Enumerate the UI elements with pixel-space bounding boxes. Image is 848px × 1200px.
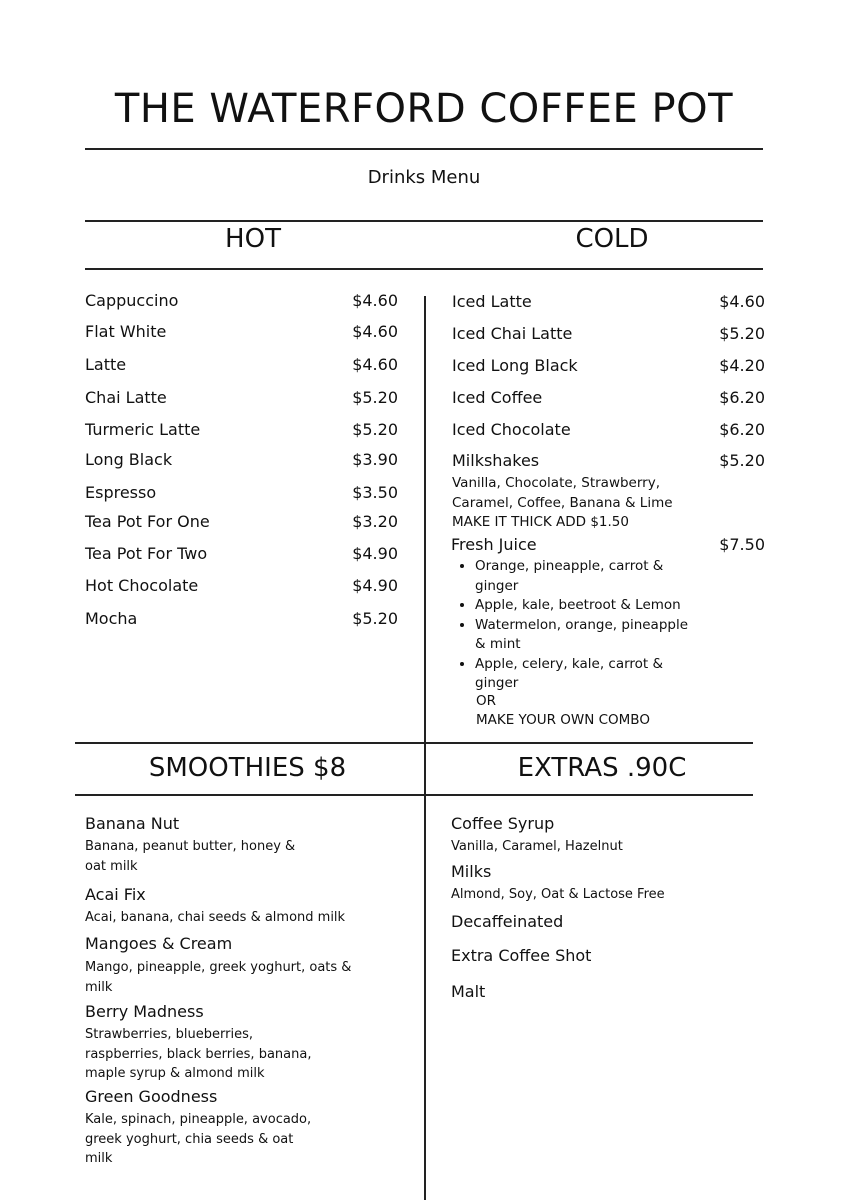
smoothie-desc <box>85 1025 311 1084</box>
juice-option-line: ginger <box>475 577 519 594</box>
juice-option <box>475 596 745 616</box>
column-divider-lower <box>424 744 426 1200</box>
hot-item-price: $5.20 <box>352 388 398 407</box>
juice-or: OR <box>476 693 497 709</box>
cold-heading: COLD <box>575 224 649 254</box>
cold-item-name: Iced Coffee <box>452 388 543 407</box>
milks-desc: Almond, Soy, Oat & Lactose Free <box>451 887 665 902</box>
milkshakes-name: Milkshakes <box>452 451 540 470</box>
hot-item-price: $3.90 <box>352 450 398 469</box>
hot-item-price: $4.60 <box>352 291 398 310</box>
malt-item: Malt <box>451 982 486 1001</box>
column-divider-upper <box>424 296 426 744</box>
juice-option-line: Watermelon, orange, pineapple <box>475 616 689 633</box>
hot-item-name: Cappuccino <box>85 291 179 310</box>
fresh-juice-price: $7.50 <box>719 535 765 554</box>
smoothie-desc-line: Acai, banana, chai seeds & almond milk <box>85 910 346 925</box>
menu-subtitle: Drinks Menu <box>367 167 481 188</box>
lower-bottom-divider <box>75 794 753 796</box>
juice-own-combo: MAKE YOUR OWN COMBO <box>476 712 650 728</box>
smoothie-desc-line: Mango, pineapple, greek yoghurt, oats & <box>85 960 352 975</box>
hot-item-price: $3.50 <box>352 483 398 502</box>
juice-option <box>475 616 745 655</box>
smoothie-name: Acai Fix <box>85 885 146 904</box>
smoothie-desc-line: Kale, spinach, pineapple, avocado, <box>85 1112 312 1127</box>
juice-options <box>451 557 745 694</box>
hot-item-price: $4.60 <box>352 322 398 341</box>
smoothie-name: Green Goodness <box>85 1087 218 1106</box>
cold-item-price: $6.20 <box>719 420 765 439</box>
extras-heading: EXTRAS .90C <box>517 753 687 783</box>
smoothie-desc-line: raspberries, black berries, banana, <box>85 1046 312 1062</box>
smoothie-desc-line: Strawberries, blueberries, <box>85 1027 253 1042</box>
hot-item-name: Espresso <box>85 483 157 502</box>
milkshakes-desc-line: Vanilla, Chocolate, Strawberry, <box>452 475 660 491</box>
cold-item-name: Iced Chai Latte <box>452 324 573 343</box>
smoothie-desc <box>85 837 295 876</box>
cold-item-name: Iced Chocolate <box>452 420 571 439</box>
hot-item-name: Turmeric Latte <box>85 420 201 439</box>
cold-item-price: $6.20 <box>719 388 765 407</box>
section-top-divider <box>85 220 763 222</box>
smoothie-name: Mangoes & Cream <box>85 934 233 953</box>
hot-item-name: Mocha <box>85 609 138 628</box>
juice-option-line: Apple, celery, kale, carrot & <box>475 655 664 672</box>
hot-item-price: $5.20 <box>352 609 398 628</box>
milks-name: Milks <box>451 862 492 881</box>
cold-item-name: Iced Latte <box>452 292 532 311</box>
hot-item-name: Tea Pot For One <box>85 512 210 531</box>
hot-item-price: $4.60 <box>352 355 398 374</box>
smoothies-heading: SMOOTHIES $8 <box>148 753 347 783</box>
hot-item-name: Latte <box>85 355 127 374</box>
coffee-syrup-name: Coffee Syrup <box>451 814 555 833</box>
cold-item-name: Iced Long Black <box>452 356 578 375</box>
smoothie-desc <box>85 958 351 997</box>
milkshakes-flavours <box>452 474 673 533</box>
hot-item-price: $3.20 <box>352 512 398 531</box>
juice-option-line: Orange, pineapple, carrot & <box>475 558 664 574</box>
hot-heading: HOT <box>225 224 281 254</box>
cold-item-price: $4.20 <box>719 356 765 375</box>
section-bottom-divider <box>85 268 763 270</box>
hot-item-price: $4.90 <box>352 576 398 595</box>
juice-option-line: Apple, kale, beetroot & Lemon <box>475 597 681 613</box>
hot-item-name: Long Black <box>85 450 173 469</box>
smoothie-desc <box>85 1110 311 1169</box>
smoothie-desc <box>85 908 345 928</box>
smoothie-desc-line: milk <box>85 1151 113 1166</box>
milkshakes-desc-line: Caramel, Coffee, Banana & Lime <box>452 494 673 511</box>
decaf-item: Decaffeinated <box>451 912 564 931</box>
smoothie-name: Berry Madness <box>85 1002 204 1021</box>
juice-option <box>475 557 745 596</box>
smoothie-name: Banana Nut <box>85 814 180 833</box>
fresh-juice-name: Fresh Juice <box>451 535 537 554</box>
smoothie-desc-line: Banana, peanut butter, honey & <box>85 839 296 854</box>
cold-item-price: $4.60 <box>719 292 765 311</box>
hot-item-name: Flat White <box>85 322 167 341</box>
smoothie-desc-line: greek yoghurt, chia seeds & oat <box>85 1131 294 1147</box>
hot-item-price: $4.90 <box>352 544 398 563</box>
smoothie-desc-line: oat milk <box>85 858 138 874</box>
title-divider <box>85 148 763 150</box>
juice-option <box>475 655 745 694</box>
juice-option-line: ginger <box>475 675 519 691</box>
smoothie-desc-line: maple syrup & almond milk <box>85 1066 265 1081</box>
lower-top-divider <box>75 742 753 744</box>
milkshakes-price: $5.20 <box>719 451 765 470</box>
hot-item-name: Hot Chocolate <box>85 576 199 595</box>
menu-title: THE WATERFORD COFFEE POT <box>114 86 734 132</box>
hot-item-name: Chai Latte <box>85 388 167 407</box>
milkshakes-thick-note: MAKE IT THICK ADD $1.50 <box>452 514 629 530</box>
juice-option-line: & mint <box>475 636 521 652</box>
cold-item-price: $5.20 <box>719 324 765 343</box>
extra-shot-item: Extra Coffee Shot <box>451 946 592 965</box>
hot-item-price: $5.20 <box>352 420 398 439</box>
smoothie-desc-line: milk <box>85 979 113 995</box>
hot-item-name: Tea Pot For Two <box>85 544 208 563</box>
coffee-syrup-desc: Vanilla, Caramel, Hazelnut <box>451 839 623 854</box>
